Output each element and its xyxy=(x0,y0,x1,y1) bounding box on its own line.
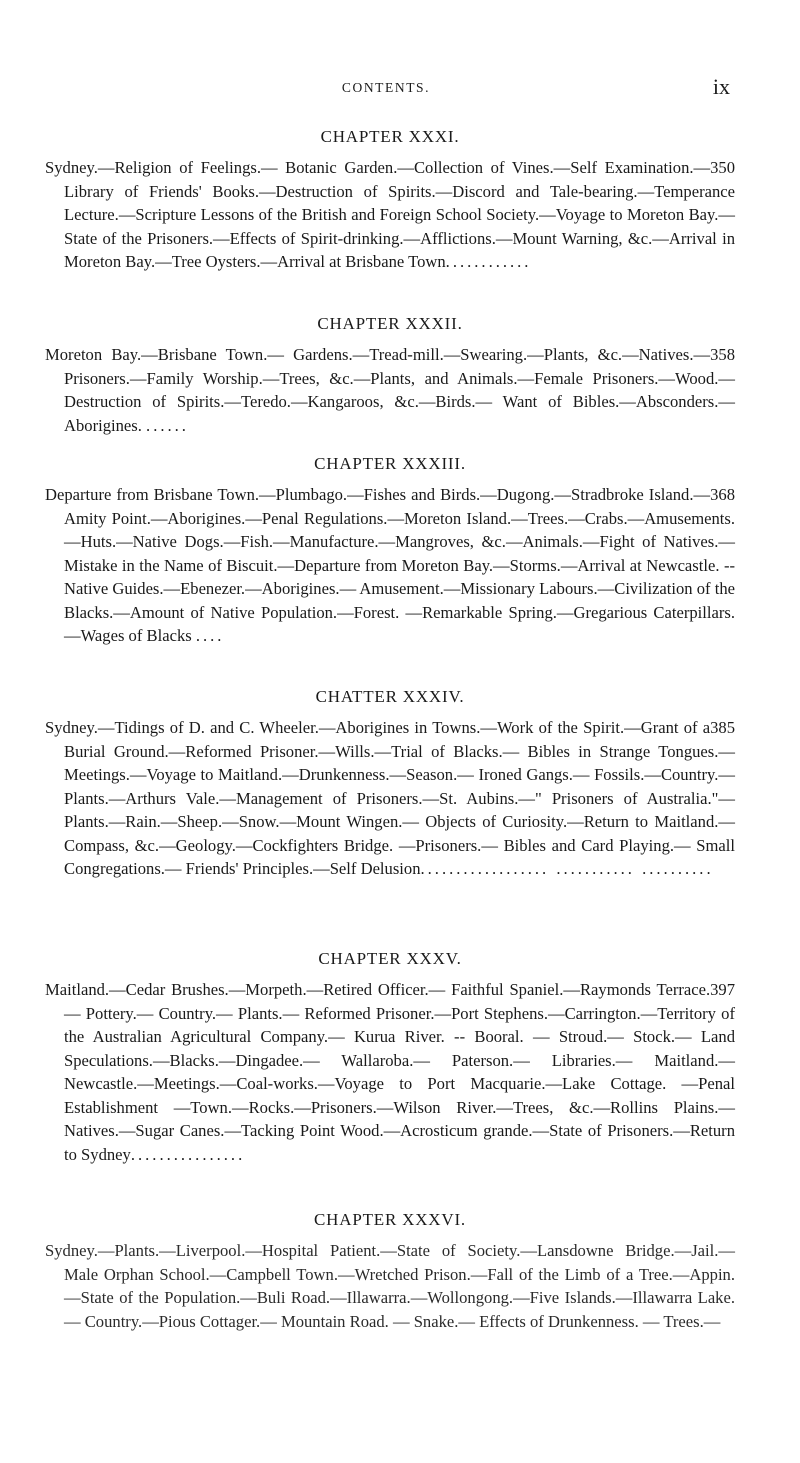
chapter-heading: CHAPTER XXXV. xyxy=(318,949,462,968)
chapter-summary-text: Sydney.—Tidings of D. and C. Wheeler.—Aborigines in Towns.—Work of the Spirit.—Grant of a Burial Ground.—Reformed Prisoner.—Wills.—Trial of Blacks.— Bibles in Strange Tongues.— Meetings.—Voyage to Maitland.—Drunkenness.—Season.— Ironed Gangs.— Fossils.—Country.— Plants.—Arthurs Vale.—Management of Prisoners.—St. Aubins.—" Prisoners of Australia."—Plants.—Rain.—Sheep.—Snow.—Mount Wingen.— Objects of Curiosity.—Return to Maitland.—Compass, &c.—Geology.—Cockfighters Bridge. —Prisoners.— Bibles and Card Playing.— Small Congregations.— Friends' Principles.—Self Delusion xyxy=(45,718,735,878)
chapter-heading: CHATTER XXXIV. xyxy=(315,687,465,706)
chapter-page-ref: 397 xyxy=(710,980,735,999)
chapter-xxxvi-entry xyxy=(45,1207,735,1333)
running-head-title: CONTENTS. xyxy=(341,80,431,95)
dot-leader: ...... xyxy=(146,415,189,435)
chapter-summary-text: Moreton Bay.—Brisbane Town.— Gardens.—Tread-mill.—Swearing.—Plants, &c.—Natives.—Prisoners.—Family Worship.—Trees, &c.—Plants, and Animals.—Female Prisoners.—Wood.—Destruction of Spirits.—Teredo.—Kangaroos, &c.—Birds.— Want of Bibles.—Absconders.—Aborigines. xyxy=(45,345,735,435)
chapter-summary-text: Maitland.—Cedar Brushes.—Morpeth.—Retired Officer.— Faithful Spaniel.—Raymonds Terrace.— Pottery.— Country.— Plants.— Reformed Prisoner.—Port Stephens.—Carrington.—Territory of the Australian Agricultural Company.— Kurua River. -- Booral. — Stroud.— Stock.— Land Speculations.—Blacks.—Dingadee.— Wallaroba.— Paterson.— Libraries.— Maitland.— Newcastle.—Meetings.—Coal-works.—Voyage to Port Macquarie.—Lake Cottage. —Penal Establishment —Town.—Rocks.—Prisoners.—Wilson River.—Trees, &c.—Rollins Plains.—Natives.—Sugar Canes.—Tacking Point Wood.—Acrosticum grande.—State of Prisoners.—Return to Sydney xyxy=(45,980,735,1164)
chapter-summary xyxy=(45,343,735,437)
chapter-heading: CHAPTER XXXIII. xyxy=(314,454,466,473)
dot-leader: .................. ........... .......... xyxy=(420,859,714,878)
chapter-summary-text: Sydney.—Plants.—Liverpool.—Hospital Patient.—State of Society.—Lansdowne Bridge.—Jail.—Male Orphan School.—Campbell Town.—Wretched Prison.—Fall of the Limb of a Tree.—Appin.—State of the Population.—Buli Road.—Illawarra.—Wollongong.—Five Islands.—Illawarra Lake.— Country.—Pious Cottager.— Mountain Road. — Snake.— Effects of Drunkenness. — Trees.— xyxy=(45,1241,735,1331)
chapter-summary xyxy=(45,978,735,1166)
chapter-heading: CHAPTER XXXII. xyxy=(317,314,463,333)
chapter-heading: CHAPTER XXXVI. xyxy=(314,1210,466,1229)
chapter-xxxiii-entry xyxy=(45,451,735,648)
chapter-page-ref: 368 xyxy=(710,485,735,504)
dot-leader: ............ xyxy=(445,252,532,271)
chapter-summary xyxy=(45,483,735,648)
chapter-xxxii-entry xyxy=(45,311,735,437)
page-number: ix xyxy=(712,74,730,99)
chapter-xxxi-entry xyxy=(45,124,735,274)
running-head xyxy=(0,74,800,104)
chapter-summary xyxy=(45,156,735,274)
chapter-page-ref: 385 xyxy=(710,718,735,737)
chapter-heading: CHAPTER XXXI. xyxy=(320,127,460,146)
dot-leader: ................ xyxy=(130,1144,246,1164)
chapter-summary-text: Departure from Brisbane Town.—Plumbago.—Fishes and Birds.—Dugong.—Stradbroke Island.—Amity Point.—Aborigines.—Penal Regulations.—Moreton Island.—Trees.—Crabs.—Amusements.—Huts.—Native Dogs.—Fish.—Manufacture.—Mangroves, &c.—Animals.—Fight of Natives.—Mistake in the Name of Biscuit.—Departure from Moreton Bay.—Storms.—Arrival at Newcastle. -- Native Guides.—Ebenezer.—Aborigines.— Amusement.—Missionary Labours.—Civilization of the Blacks.—Amount of Native Population.—Forest. —Remarkable Spring.—Gregarious Caterpillars.—Wages of Blacks xyxy=(45,485,736,645)
chapter-xxxv-entry xyxy=(45,946,735,1166)
chapter-page-ref: 358 xyxy=(710,345,735,364)
chapter-summary xyxy=(45,716,735,881)
chapter-summary-text: Sydney.—Religion of Feelings.— Botanic Garden.—Collection of Vines.—Self Examination.—Library of Friends' Books.—Destruction of Spirits.—Discord and Tale-bearing.—Temperance Lecture.—Scripture Lessons of the British and Foreign School Society.—Voyage to Moreton Bay.—State of the Prisoners.—Effects of Spirit-drinking.—Afflictions.—Mount Warning, &c.—Arrival in Moreton Bay.—Tree Oysters.—Arrival at Brisbane Town xyxy=(45,158,735,271)
chapter-page-ref: 350 xyxy=(710,158,735,177)
chapter-xxxiv-entry xyxy=(45,684,735,881)
dot-leader: .... xyxy=(195,626,225,645)
chapter-summary xyxy=(45,1239,735,1333)
